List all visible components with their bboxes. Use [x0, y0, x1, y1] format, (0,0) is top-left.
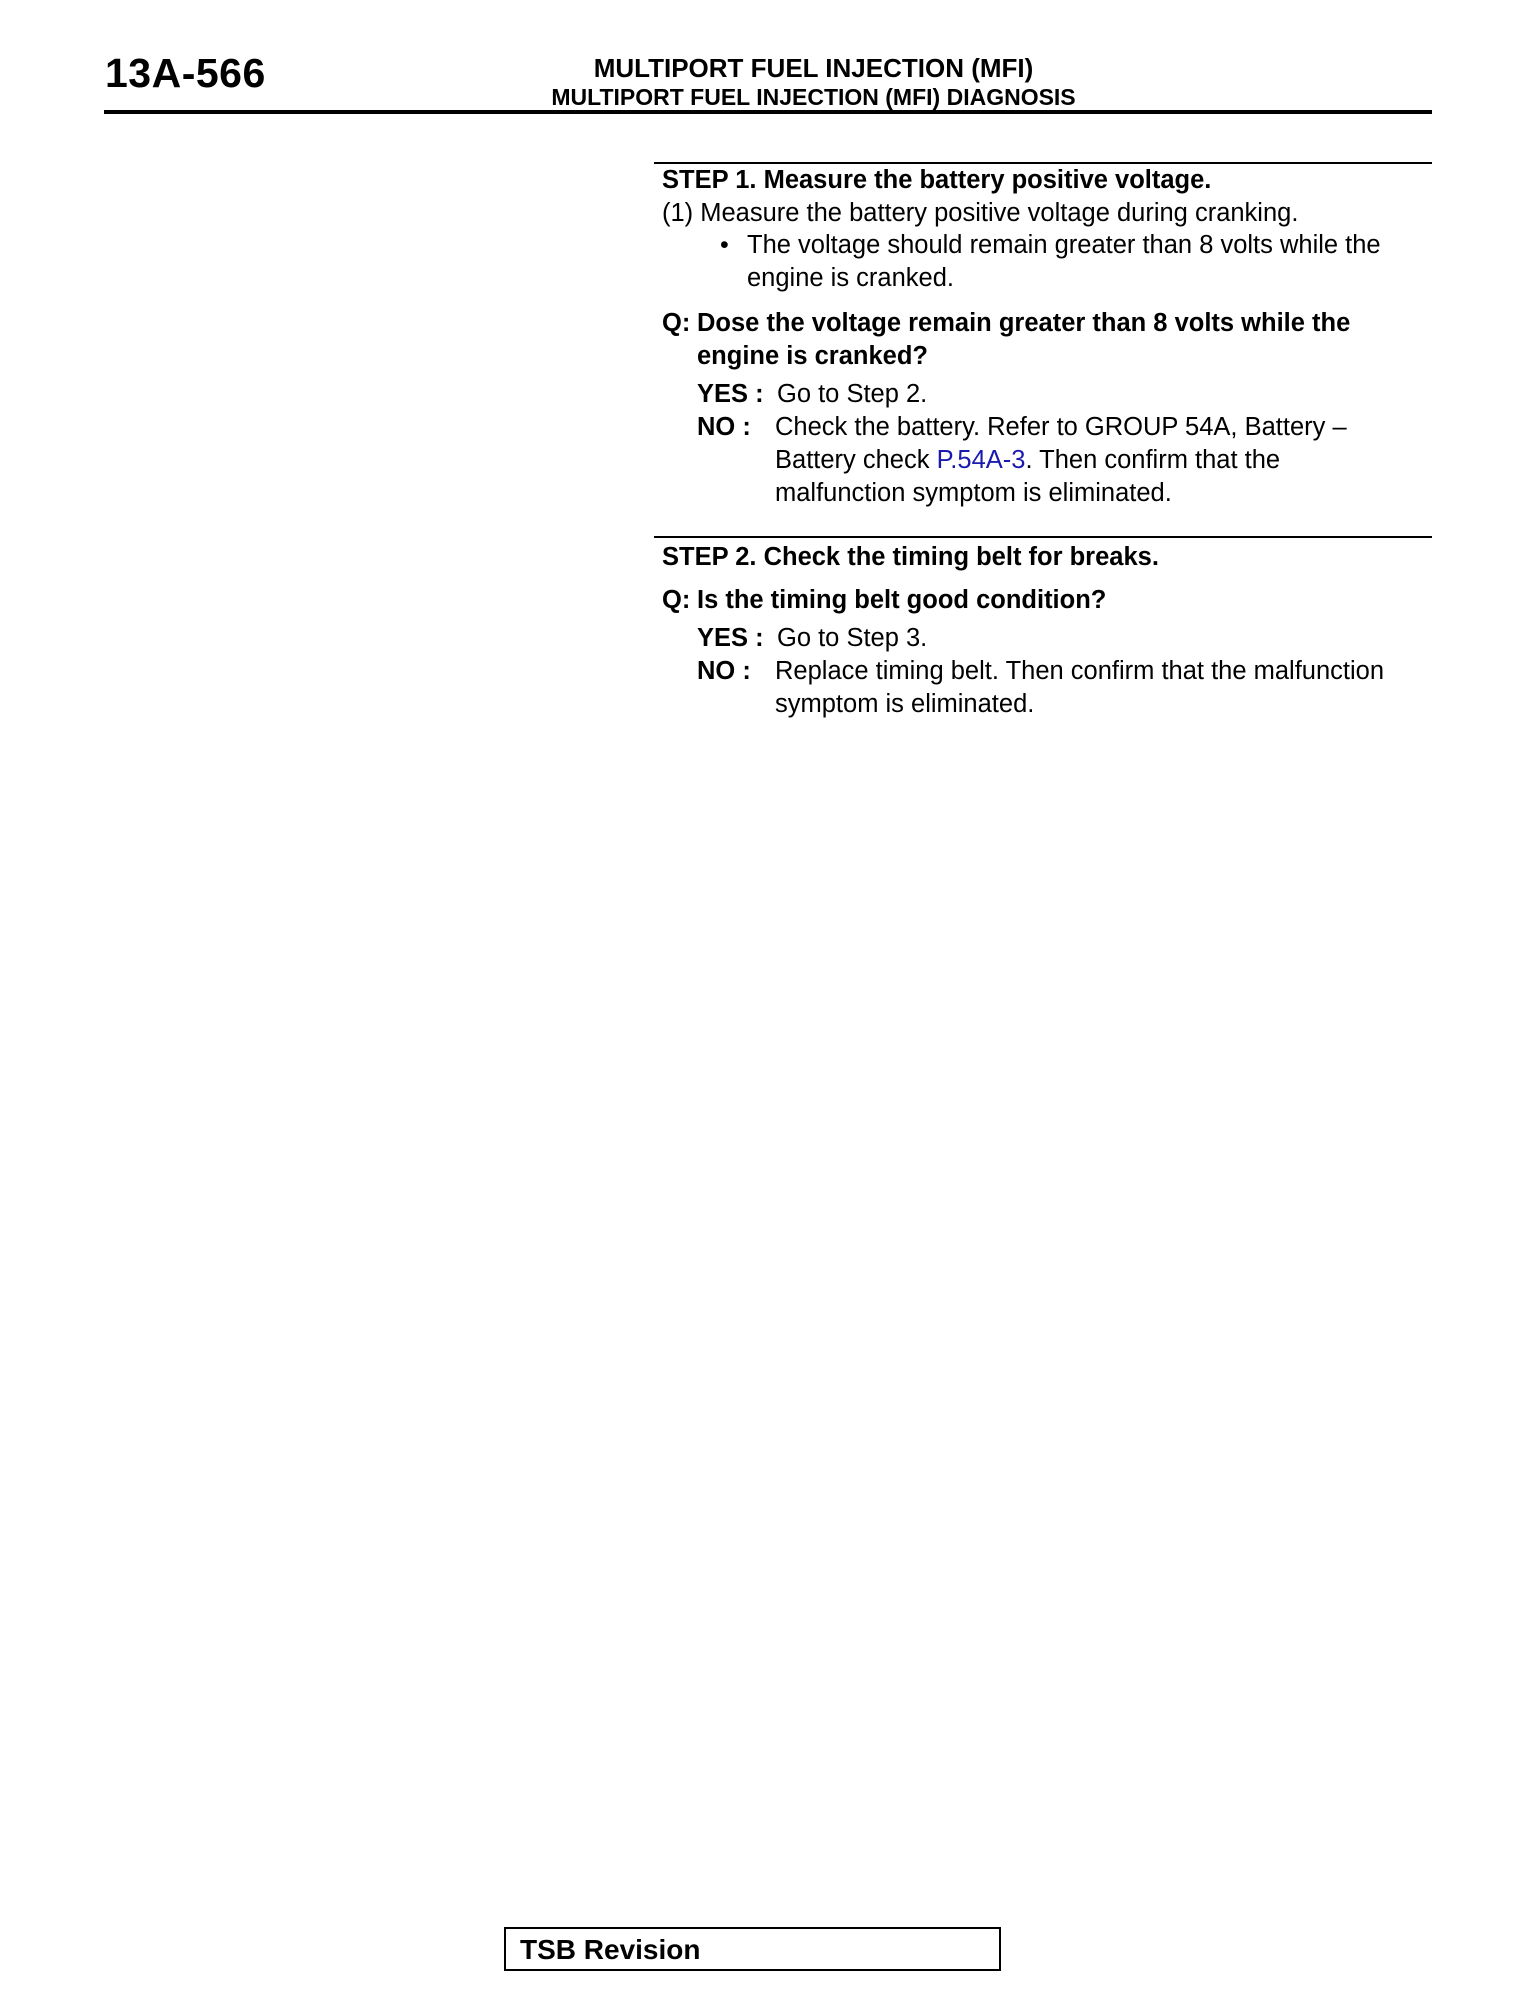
step-1-yes-text: Go to Step 2. [777, 380, 928, 408]
step-2-no-label: NO : [697, 657, 751, 685]
step-1-yes-label: YES : [697, 380, 764, 408]
battery-check-link[interactable]: P.54A-3 [936, 446, 1026, 474]
step-1-no-line-3: malfunction symptom is eliminated. [775, 479, 1172, 507]
step-1-bullet-line-1: The voltage should remain greater than 8 volts while the [747, 231, 1381, 259]
step-1-no-line-1: Check the battery. Refer to GROUP 54A, Battery – [775, 413, 1347, 441]
step-2-yes-label: YES : [697, 624, 764, 652]
bullet-icon: • [720, 231, 729, 259]
step-1-no-line-2-after: . Then confirm that the [1025, 446, 1281, 474]
step-1-question-line-2: engine is cranked? [697, 342, 928, 370]
step-2-question: Is the timing belt good condition? [697, 586, 1107, 614]
step-2-no-line-2: symptom is eliminated. [775, 690, 1035, 718]
page-number: 13A-566 [105, 50, 266, 96]
step-1-question-prefix: Q: [662, 309, 691, 337]
section-title: MULTIPORT FUEL INJECTION (MFI) [593, 53, 1034, 83]
step-2-heading: STEP 2. Check the timing belt for breaks. [662, 543, 1159, 571]
step-1-heading: STEP 1. Measure the battery positive voltage. [662, 166, 1212, 194]
step-1-no-line-2-before: Battery check [775, 446, 937, 474]
tsb-revision-box [504, 1927, 1001, 1971]
step-2-rule [654, 536, 1432, 538]
step-2-question-prefix: Q: [662, 586, 691, 614]
section-subtitle: MULTIPORT FUEL INJECTION (MFI) DIAGNOSIS [551, 84, 1076, 110]
step-1-no-line-2 [775, 444, 1280, 476]
step-2-yes-text: Go to Step 3. [777, 624, 928, 652]
step-1-no-label: NO : [697, 413, 751, 441]
step-1-instruction: (1) Measure the battery positive voltage during cranking. [662, 199, 1299, 227]
step-2-no-line-1: Replace timing belt. Then confirm that the malfunction [775, 657, 1385, 685]
tsb-revision-label: TSB Revision [520, 1934, 701, 1965]
step-1-bullet-line-2: engine is cranked. [747, 264, 954, 292]
step-1-question-line-1: Dose the voltage remain greater than 8 volts while the [697, 309, 1351, 337]
header-rule [104, 110, 1432, 114]
